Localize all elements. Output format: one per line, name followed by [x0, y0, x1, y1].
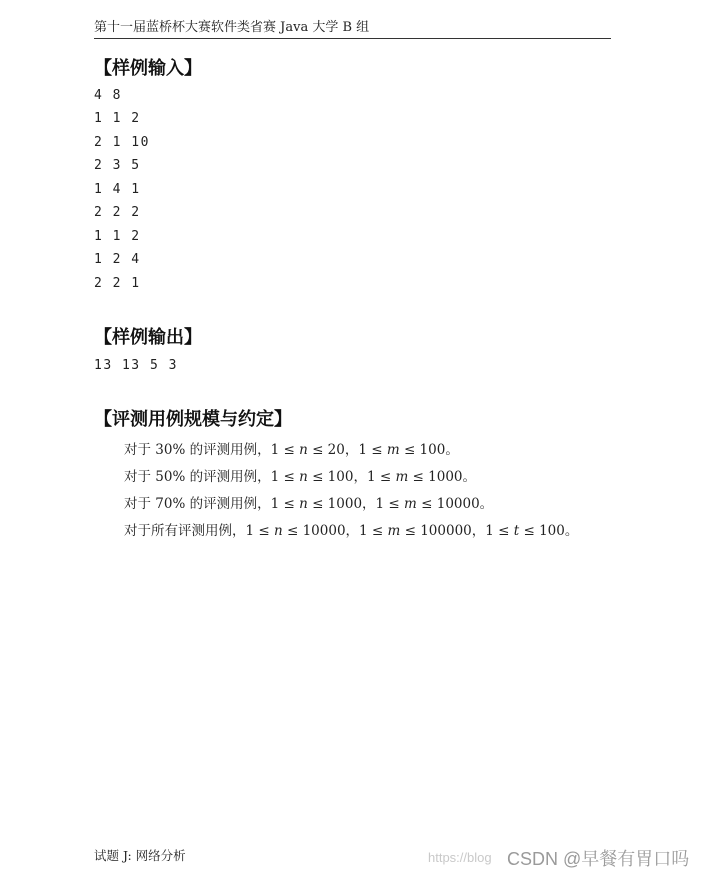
math-var: m	[395, 469, 409, 485]
math-text: 1 ≤	[375, 496, 405, 512]
page-header: 第十一届蓝桥杯大赛软件类省赛 Java 大学 B 组	[94, 20, 370, 35]
sample-input-line: 1 1 2	[94, 111, 141, 126]
math-text: ≤ 10000。	[416, 496, 494, 512]
math-text: 1 ≤	[485, 523, 514, 539]
math-var: n	[299, 442, 308, 458]
sample-input-line: 1 4 1	[94, 182, 141, 197]
math-text: ≤ 1000，	[307, 496, 376, 512]
constraint-line	[124, 465, 476, 485]
constraint-line	[124, 492, 493, 512]
sample-input-line: 4 8	[94, 88, 122, 103]
math-text: 1 ≤	[358, 442, 387, 458]
math-text: ≤ 100，	[307, 469, 367, 485]
sample-input-line: 1 1 2	[94, 229, 141, 244]
sample-input-line: 1 2 4	[94, 252, 141, 267]
sample-input-title: 【样例输入】	[94, 58, 202, 79]
csdn-watermark: CSDN @早餐有胃口吗	[507, 849, 690, 869]
constraint-line	[124, 519, 578, 539]
sample-input-line: 2 3 5	[94, 158, 141, 173]
math-var: n	[273, 523, 283, 539]
watermark-url: https://blog	[428, 850, 492, 865]
sample-output-title: 【样例输出】	[94, 327, 202, 348]
sample-input-line: 2 2 2	[94, 205, 141, 220]
math-text: 1 ≤	[359, 523, 388, 539]
math-var: t	[513, 523, 520, 539]
math-text: ≤ 10000，	[282, 523, 360, 539]
header-divider	[94, 38, 611, 39]
sample-output-line: 13 13 5 3	[94, 358, 178, 373]
math-var: m	[386, 442, 400, 458]
math-text: ≤ 20，	[307, 442, 359, 458]
constraints-title: 【评测用例规模与约定】	[94, 409, 292, 430]
math-text: ≤ 1000。	[408, 469, 477, 485]
math-var: n	[299, 469, 308, 485]
constraint-prefix: 对于所有评测用例，	[124, 523, 246, 539]
constraint-prefix: 对于 50% 的评测用例，	[124, 469, 271, 485]
sample-input-line: 2 2 1	[94, 276, 141, 291]
math-var: m	[387, 523, 401, 539]
math-var: n	[299, 496, 308, 512]
math-text: 1 ≤	[270, 496, 300, 512]
constraint-prefix: 对于 30% 的评测用例，	[124, 442, 271, 458]
math-text: 1 ≤	[366, 469, 396, 485]
sample-input-line: 2 1 10	[94, 135, 150, 150]
constraint-prefix: 对于 70% 的评测用例，	[124, 496, 271, 512]
math-var: m	[404, 496, 417, 512]
constraint-line	[124, 438, 459, 458]
math-text: ≤ 100000，	[400, 523, 486, 539]
math-text: ≤ 100。	[399, 442, 459, 458]
page-footer: 试题 J: 网络分析	[94, 848, 186, 863]
math-text: 1 ≤	[270, 469, 300, 485]
math-text: ≤ 100。	[519, 523, 579, 539]
math-text: 1 ≤	[245, 523, 274, 539]
math-text: 1 ≤	[270, 442, 300, 458]
